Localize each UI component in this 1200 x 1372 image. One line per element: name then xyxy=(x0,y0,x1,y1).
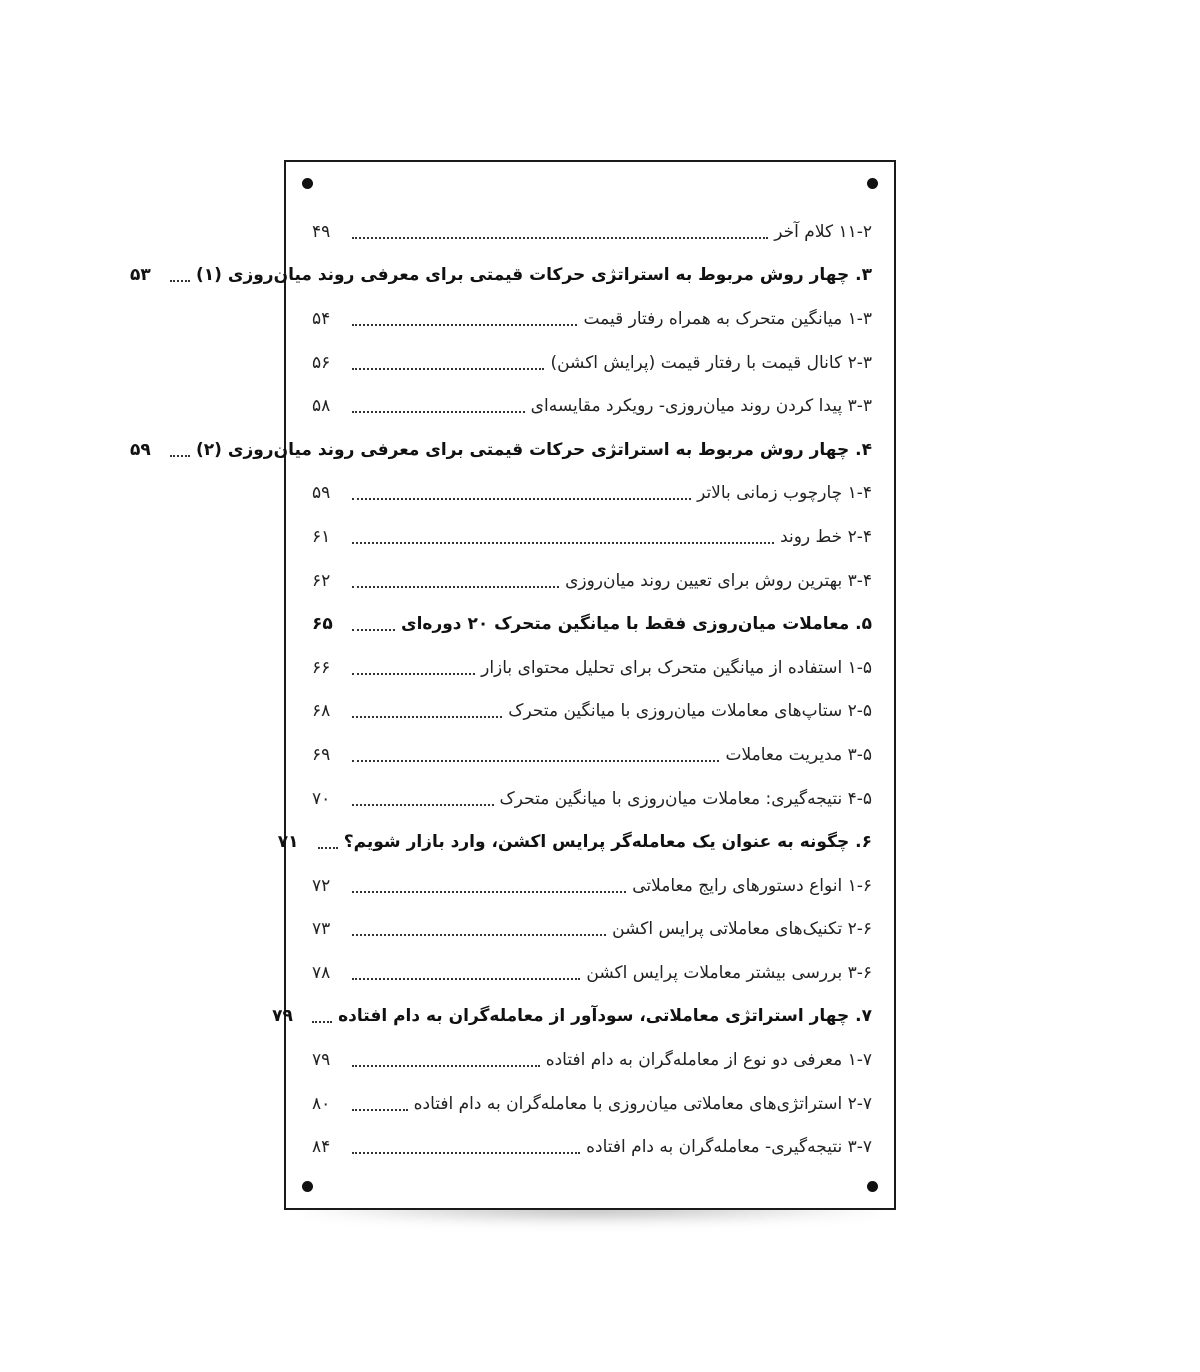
toc-entry xyxy=(312,1125,872,1169)
toc-chapter xyxy=(272,995,872,1039)
toc-entry-title: ۱۱-۲ کلام آخر xyxy=(774,221,872,242)
toc-entry xyxy=(312,864,872,908)
toc-entry-title: ۳-۷ نتیجه‌گیری- معامله‌گران به دام افتاده xyxy=(586,1137,872,1158)
dot-leader xyxy=(352,1109,408,1111)
toc-chapter-page: ۵۹ xyxy=(130,439,151,460)
toc-entry xyxy=(312,777,872,821)
toc-entry-title: ۲-۵ ستاپ‌های معاملات میان‌روزی با میانگین متحرک xyxy=(508,701,872,722)
toc-entry xyxy=(312,1082,872,1126)
dot-leader xyxy=(170,455,190,457)
toc-chapter-title: ۶. چگونه به عنوان یک معامله‌گر پرایس اکشن، وارد بازار شویم؟ xyxy=(343,832,872,853)
toc-entry xyxy=(312,210,872,254)
table-of-contents xyxy=(130,210,872,1169)
toc-entry-page: ۸۰ xyxy=(312,1093,331,1114)
toc-entry-page: ۷۲ xyxy=(312,875,331,896)
toc-chapter xyxy=(130,428,872,472)
corner-dot-icon xyxy=(867,178,878,189)
toc-entry xyxy=(312,559,872,603)
toc-entry xyxy=(312,297,872,341)
dot-leader xyxy=(352,324,577,326)
dot-leader xyxy=(352,978,580,980)
dot-leader xyxy=(318,847,338,849)
toc-entry-page: ۶۲ xyxy=(312,570,331,591)
toc-entry-title: ۱-۵ استفاده از میانگین متحرک برای تحلیل محتوای بازار xyxy=(481,657,872,678)
dot-leader xyxy=(352,804,494,806)
corner-dot-icon xyxy=(867,1181,878,1192)
toc-entry-title: ۲-۶ تکنیک‌های معاملاتی پرایس اکشن xyxy=(612,919,872,940)
toc-chapter xyxy=(312,602,872,646)
toc-entry-title: ۱-۴ چارچوب زمانی بالاتر xyxy=(697,483,872,504)
toc-entry-page: ۷۳ xyxy=(312,919,331,940)
corner-dot-icon xyxy=(302,1181,313,1192)
toc-chapter-title: ۴. چهار روش مربوط به استراتژی حرکات قیمتی برای معرفی روند میان‌روزی (۲) xyxy=(196,439,872,460)
toc-entry xyxy=(312,341,872,385)
toc-entry xyxy=(312,733,872,777)
toc-entry xyxy=(312,951,872,995)
dot-leader xyxy=(352,629,395,631)
toc-entry-title: ۳-۵ مدیریت معاملات xyxy=(725,744,872,765)
toc-chapter-title: ۳. چهار روش مربوط به استراتژی حرکات قیمتی برای معرفی روند میان‌روزی (۱) xyxy=(196,265,872,286)
dot-leader xyxy=(352,673,475,675)
toc-entry-page: ۶۸ xyxy=(312,701,331,722)
toc-chapter-title: ۵. معاملات میان‌روزی فقط با میانگین متحرک ۲۰ دوره‌ای xyxy=(401,614,872,635)
toc-chapter-page: ۵۳ xyxy=(130,265,151,286)
toc-entry-title: ۲-۴ خط روند xyxy=(780,526,872,547)
toc-entry-title: ۳-۳ پیدا کردن روند میان‌روزی- رویکرد مقایسه‌ای xyxy=(530,396,872,417)
toc-entry xyxy=(312,646,872,690)
toc-entry-title: ۱-۷ معرفی دو نوع از معامله‌گران به دام افتاده xyxy=(545,1050,872,1071)
dot-leader xyxy=(352,1152,580,1154)
toc-chapter xyxy=(130,254,872,298)
toc-entry-title: ۳-۴ بهترین روش برای تعیین روند میان‌روزی xyxy=(565,570,872,591)
dot-leader xyxy=(312,1021,332,1023)
toc-entry xyxy=(312,690,872,734)
toc-entry-title: ۴-۵ نتیجه‌گیری: معاملات میان‌روزی با میانگین متحرک xyxy=(499,788,872,809)
toc-entry-page: ۴۹ xyxy=(312,221,331,242)
dot-leader xyxy=(352,368,544,370)
toc-chapter-title: ۷. چهار استراتژی معاملاتی، سودآور از معامله‌گران به دام افتاده xyxy=(338,1006,872,1027)
dot-leader xyxy=(352,237,768,239)
toc-entry-page: ۵۸ xyxy=(312,396,331,417)
dot-leader xyxy=(170,280,190,282)
dot-leader xyxy=(352,760,719,762)
toc-entry-page: ۶۶ xyxy=(312,657,331,678)
toc-entry-page: ۷۹ xyxy=(312,1050,331,1071)
dot-leader xyxy=(352,542,774,544)
dot-leader xyxy=(352,934,606,936)
toc-entry xyxy=(312,472,872,516)
dot-leader xyxy=(352,411,525,413)
toc-entry-page: ۷۰ xyxy=(312,788,331,809)
dot-leader xyxy=(352,716,502,718)
toc-chapter-page: ۷۹ xyxy=(272,1006,293,1027)
toc-entry-title: ۱-۶ انواع دستورهای رایج معاملاتی xyxy=(632,875,872,896)
toc-entry-title: ۱-۳ میانگین متحرک به همراه رفتار قیمت xyxy=(583,308,872,329)
toc-entry-page: ۵۴ xyxy=(312,308,331,329)
toc-entry xyxy=(312,908,872,952)
toc-entry-page: ۵۶ xyxy=(312,352,331,373)
toc-chapter-page: ۶۵ xyxy=(312,614,333,635)
toc-entry xyxy=(312,515,872,559)
dot-leader xyxy=(352,891,626,893)
toc-chapter xyxy=(277,820,872,864)
dot-leader xyxy=(352,498,691,500)
toc-entry-page: ۸۴ xyxy=(312,1137,331,1158)
toc-entry-title: ۲-۳ کانال قیمت با رفتار قیمت (پرایش اکشن) xyxy=(550,352,872,373)
toc-entry-title: ۲-۷ استراتژی‌های معاملاتی میان‌روزی با معامله‌گران به دام افتاده xyxy=(413,1093,872,1114)
toc-entry-page: ۶۱ xyxy=(312,526,331,547)
corner-dot-icon xyxy=(302,178,313,189)
toc-entry-title: ۳-۶ بررسی بیشتر معاملات پرایس اکشن xyxy=(586,962,872,983)
toc-entry xyxy=(312,1038,872,1082)
toc-card xyxy=(130,160,896,1210)
toc-entry xyxy=(312,384,872,428)
toc-entry-page: ۷۸ xyxy=(312,962,331,983)
dot-leader xyxy=(352,586,559,588)
toc-chapter-page: ۷۱ xyxy=(277,832,299,853)
toc-entry-page: ۶۹ xyxy=(312,744,331,765)
dot-leader xyxy=(352,1065,540,1067)
toc-entry-page: ۵۹ xyxy=(312,483,331,504)
